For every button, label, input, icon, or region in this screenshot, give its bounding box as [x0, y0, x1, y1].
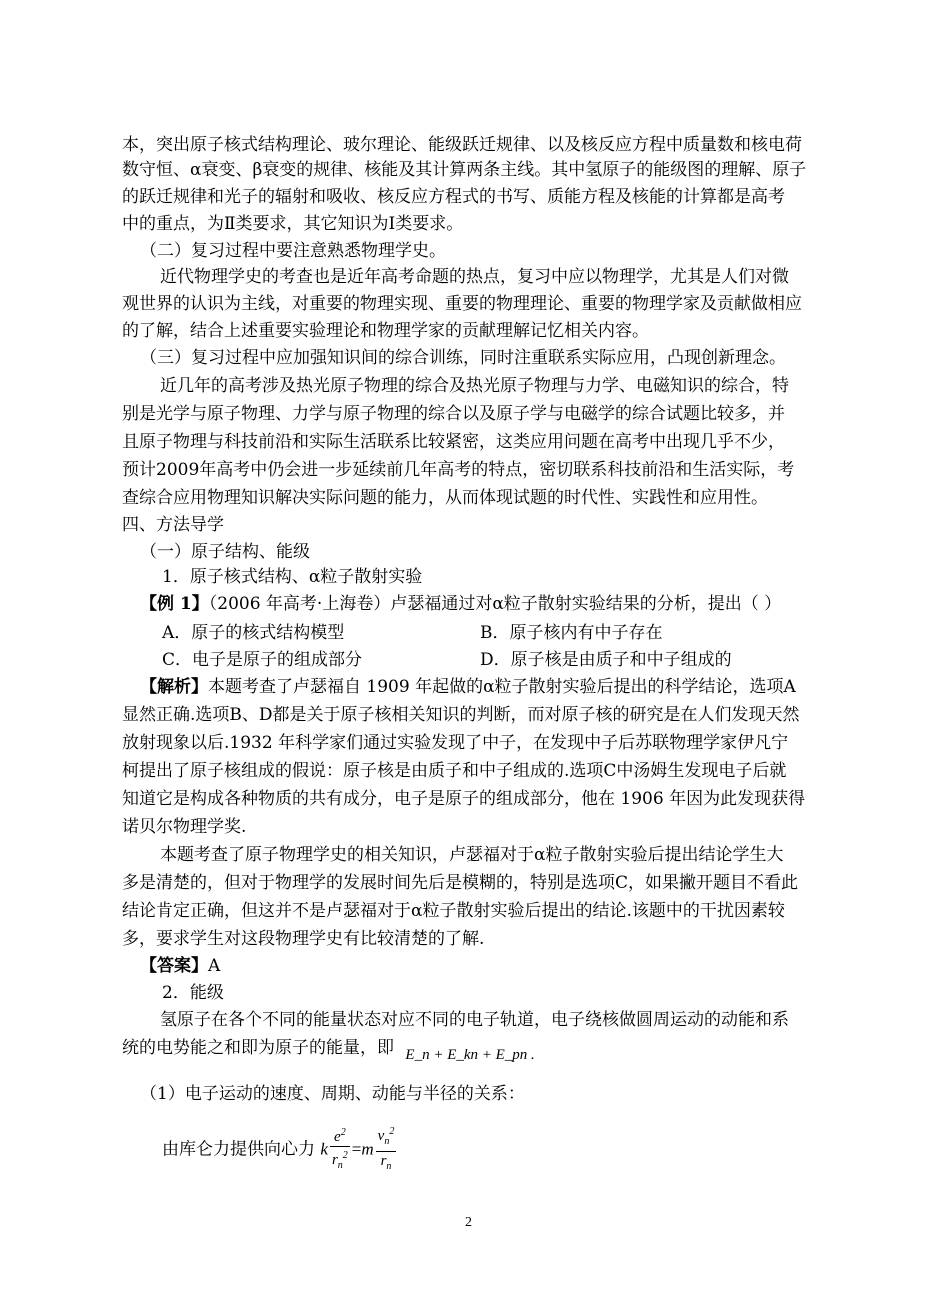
answer-value: A	[208, 956, 221, 976]
subsection-heading: （一）原子结构、能级	[140, 542, 310, 562]
text-line: 近代物理学史的考查也是近年高考命题的热点，复习中应以物理学，尤其是人们对微	[160, 267, 789, 287]
section-heading: （二）复习过程中要注意熟悉物理学史。	[140, 241, 446, 261]
subsection-heading: 1．原子核式结构、α粒子散射实验	[162, 567, 423, 587]
analysis-text: 结论肯定正确，但这并不是卢瑟福对于α粒子散射实验后提出的结论.该题中的干扰因素较	[122, 901, 785, 921]
option-b: B．原子核内有中子存在	[480, 623, 663, 643]
example-line	[140, 593, 781, 615]
answer-line	[140, 955, 220, 977]
text-line: 观世界的认识为主线，对重要的物理实现、重要的物理理论、重要的物理学家及贡献做相应	[122, 294, 802, 314]
energy-equation	[405, 1047, 534, 1063]
text-line: 查综合应用物理知识解决实际问题的能力，从而体现试题的时代性、实践性和应用性。	[122, 488, 768, 508]
option-c: C．电子是原子的组成部分	[162, 650, 363, 670]
option-a: A．原子的核式结构模型	[162, 623, 345, 643]
example-tag: 【例 1】	[140, 594, 209, 614]
analysis-text: 放射现象以后.1932 年科学家们通过实验发现了中子，在发现中子后苏联物理学家伊凡宁	[122, 733, 789, 753]
energy-line	[122, 1037, 535, 1063]
text-line: 别是光学与原子物理、力学与原子物理的综合以及原子学与电磁学的综合试题比较多，并	[122, 404, 785, 424]
analysis-text: 多是清楚的，但对于物理学的发展时间先后是模糊的，特别是选项C，如果撇开题目不看此	[122, 873, 799, 893]
text-line: 统的电势能之和即为原子的能量，即	[122, 1038, 394, 1058]
option-d: D．原子核是由质子和中子组成的	[480, 650, 732, 670]
text-line: 数守恒、α衰变、β衰变的规律、核能及其计算两条主线。其中氢原子的能级图的理解、原子	[122, 160, 807, 180]
force-equation: k $\frac{e^2}{r_n^2}$ =m $\frac{v_n^2}{r_n}$	[320, 1123, 398, 1176]
analysis-line	[140, 676, 796, 698]
analysis-text: 显然正确.选项B、D都是关于原子核相关知识的判断，而对原子核的研究是在人们发现天然	[122, 705, 800, 725]
text-line: 氢原子在各个不同的能量状态对应不同的电子轨道，电子绕核做圆周运动的动能和系	[160, 1010, 789, 1030]
page-number: 2	[465, 1215, 472, 1230]
text-line: 且原子物理与科技前沿和实际生活联系比较紧密，这类应用问题在高考中出现几乎不少，	[122, 432, 785, 452]
answer-tag: 【答案】	[140, 956, 208, 976]
text-line: 中的重点，为Ⅱ类要求，其它知识为Ⅰ类要求。	[122, 214, 464, 234]
equation-text: E_n + E_kn + E_pn .	[405, 1047, 535, 1063]
text-line: 近几年的高考涉及热光原子物理的综合及热光原子物理与力学、电磁知识的综合，特	[160, 376, 789, 396]
text-line: 本，突出原子核式结构理论、玻尔理论、能级跃迁规律、以及核反应方程中质量数和核电荷	[122, 135, 802, 155]
section-heading: 四、方法导学	[122, 515, 224, 535]
analysis-text: 诺贝尔物理学奖.	[122, 817, 247, 837]
item-heading: （1）电子运动的速度、周期、动能与半径的关系：	[140, 1084, 525, 1104]
text-line: 的跃迁规律和光子的辐射和吸收、核反应方程式的书写、质能方程及核能的计算都是高考	[122, 187, 785, 207]
text-line: 预计2009年高考中仍会进一步延续前几年高考的特点，密切联系科技前沿和生活实际，考	[122, 460, 795, 480]
text-line: 的了解，结合上述重要实验理论和物理学家的贡献理解记忆相关内容。	[122, 321, 649, 341]
section-heading: （三）复习过程中应加强知识间的综合训练，同时注重联系实际应用，凸现创新理念。	[140, 348, 786, 368]
force-line	[162, 1123, 398, 1176]
subsection-heading: 2．能级	[162, 983, 224, 1003]
analysis-text: 柯提出了原子核组成的假说：原子核是由质子和中子组成的.选项C中汤姆生发现电子后就	[122, 761, 787, 781]
analysis-text: 多，要求学生对这段物理学史有比较清楚的了解.	[122, 929, 485, 949]
analysis-text: 知道它是构成各种物质的共有成分，电子是原子的组成部分，他在 1906 年因为此发现获得	[122, 789, 806, 809]
text-line: 由库仑力提供向心力	[162, 1139, 315, 1160]
analysis-text: 本题考查了原子物理学史的相关知识，卢瑟福对于α粒子散射实验后提出结论学生大	[160, 845, 784, 865]
analysis-first: 本题考查了卢瑟福自 1909 年起做的α粒子散射实验后提出的科学结论，选项A	[208, 677, 796, 697]
example-text: （2006 年高考·上海卷）卢瑟福通过对α粒子散射实验结果的分析，提出（ ）	[208, 594, 782, 614]
analysis-tag: 【解析】	[140, 677, 208, 697]
